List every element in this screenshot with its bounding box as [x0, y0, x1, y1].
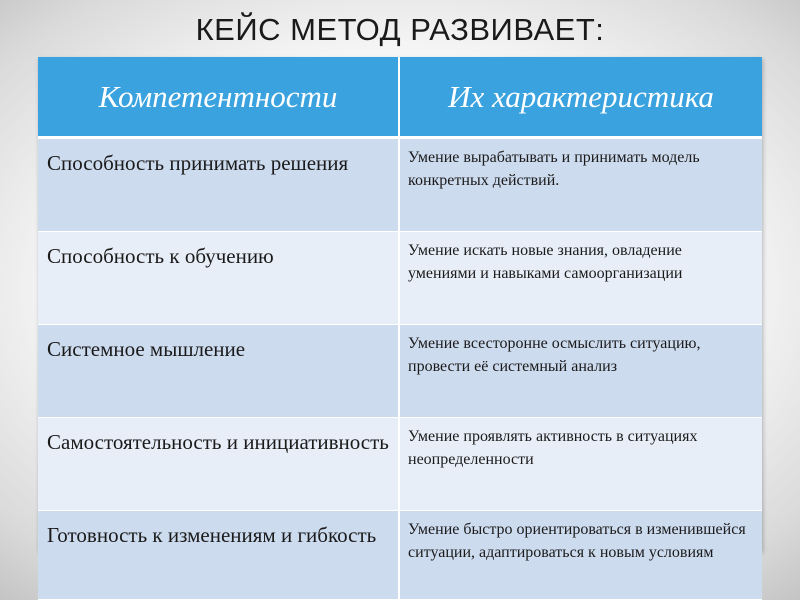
table-row: [38, 325, 762, 418]
characteristic-cell: Умение искать новые знания, овладение умениями и навыками самоорганизации: [399, 232, 762, 325]
competence-cell: Самостоятельность и инициативность: [38, 418, 399, 511]
characteristic-cell: Умение проявлять активность в ситуациях неопределенности: [399, 418, 762, 511]
table-row: [38, 138, 762, 232]
characteristic-cell: Умение всесторонне осмыслить ситуацию, провести её системный анализ: [399, 325, 762, 418]
competence-cell: Системное мышление: [38, 325, 399, 418]
table-row: [38, 232, 762, 325]
competencies-table: [38, 57, 762, 600]
competence-cell: Способность к обучению: [38, 232, 399, 325]
characteristic-cell: Умение быстро ориентироваться в изменившейся ситуации, адаптироваться к новым условиям: [399, 511, 762, 600]
header-characteristics: Их характеристика: [399, 57, 762, 138]
table-row: [38, 418, 762, 511]
table-header-row: [38, 57, 762, 138]
competencies-table-container: [38, 57, 762, 561]
competence-cell: Способность принимать решения: [38, 138, 399, 232]
competence-cell: Готовность к изменениям и гибкость: [38, 511, 399, 600]
header-competences: Компетентности: [38, 57, 399, 138]
characteristic-cell: Умение вырабатывать и принимать модель конкретных действий.: [399, 138, 762, 232]
table-row: [38, 511, 762, 600]
slide-title: КЕЙС МЕТОД РАЗВИВАЕТ:: [195, 12, 605, 47]
